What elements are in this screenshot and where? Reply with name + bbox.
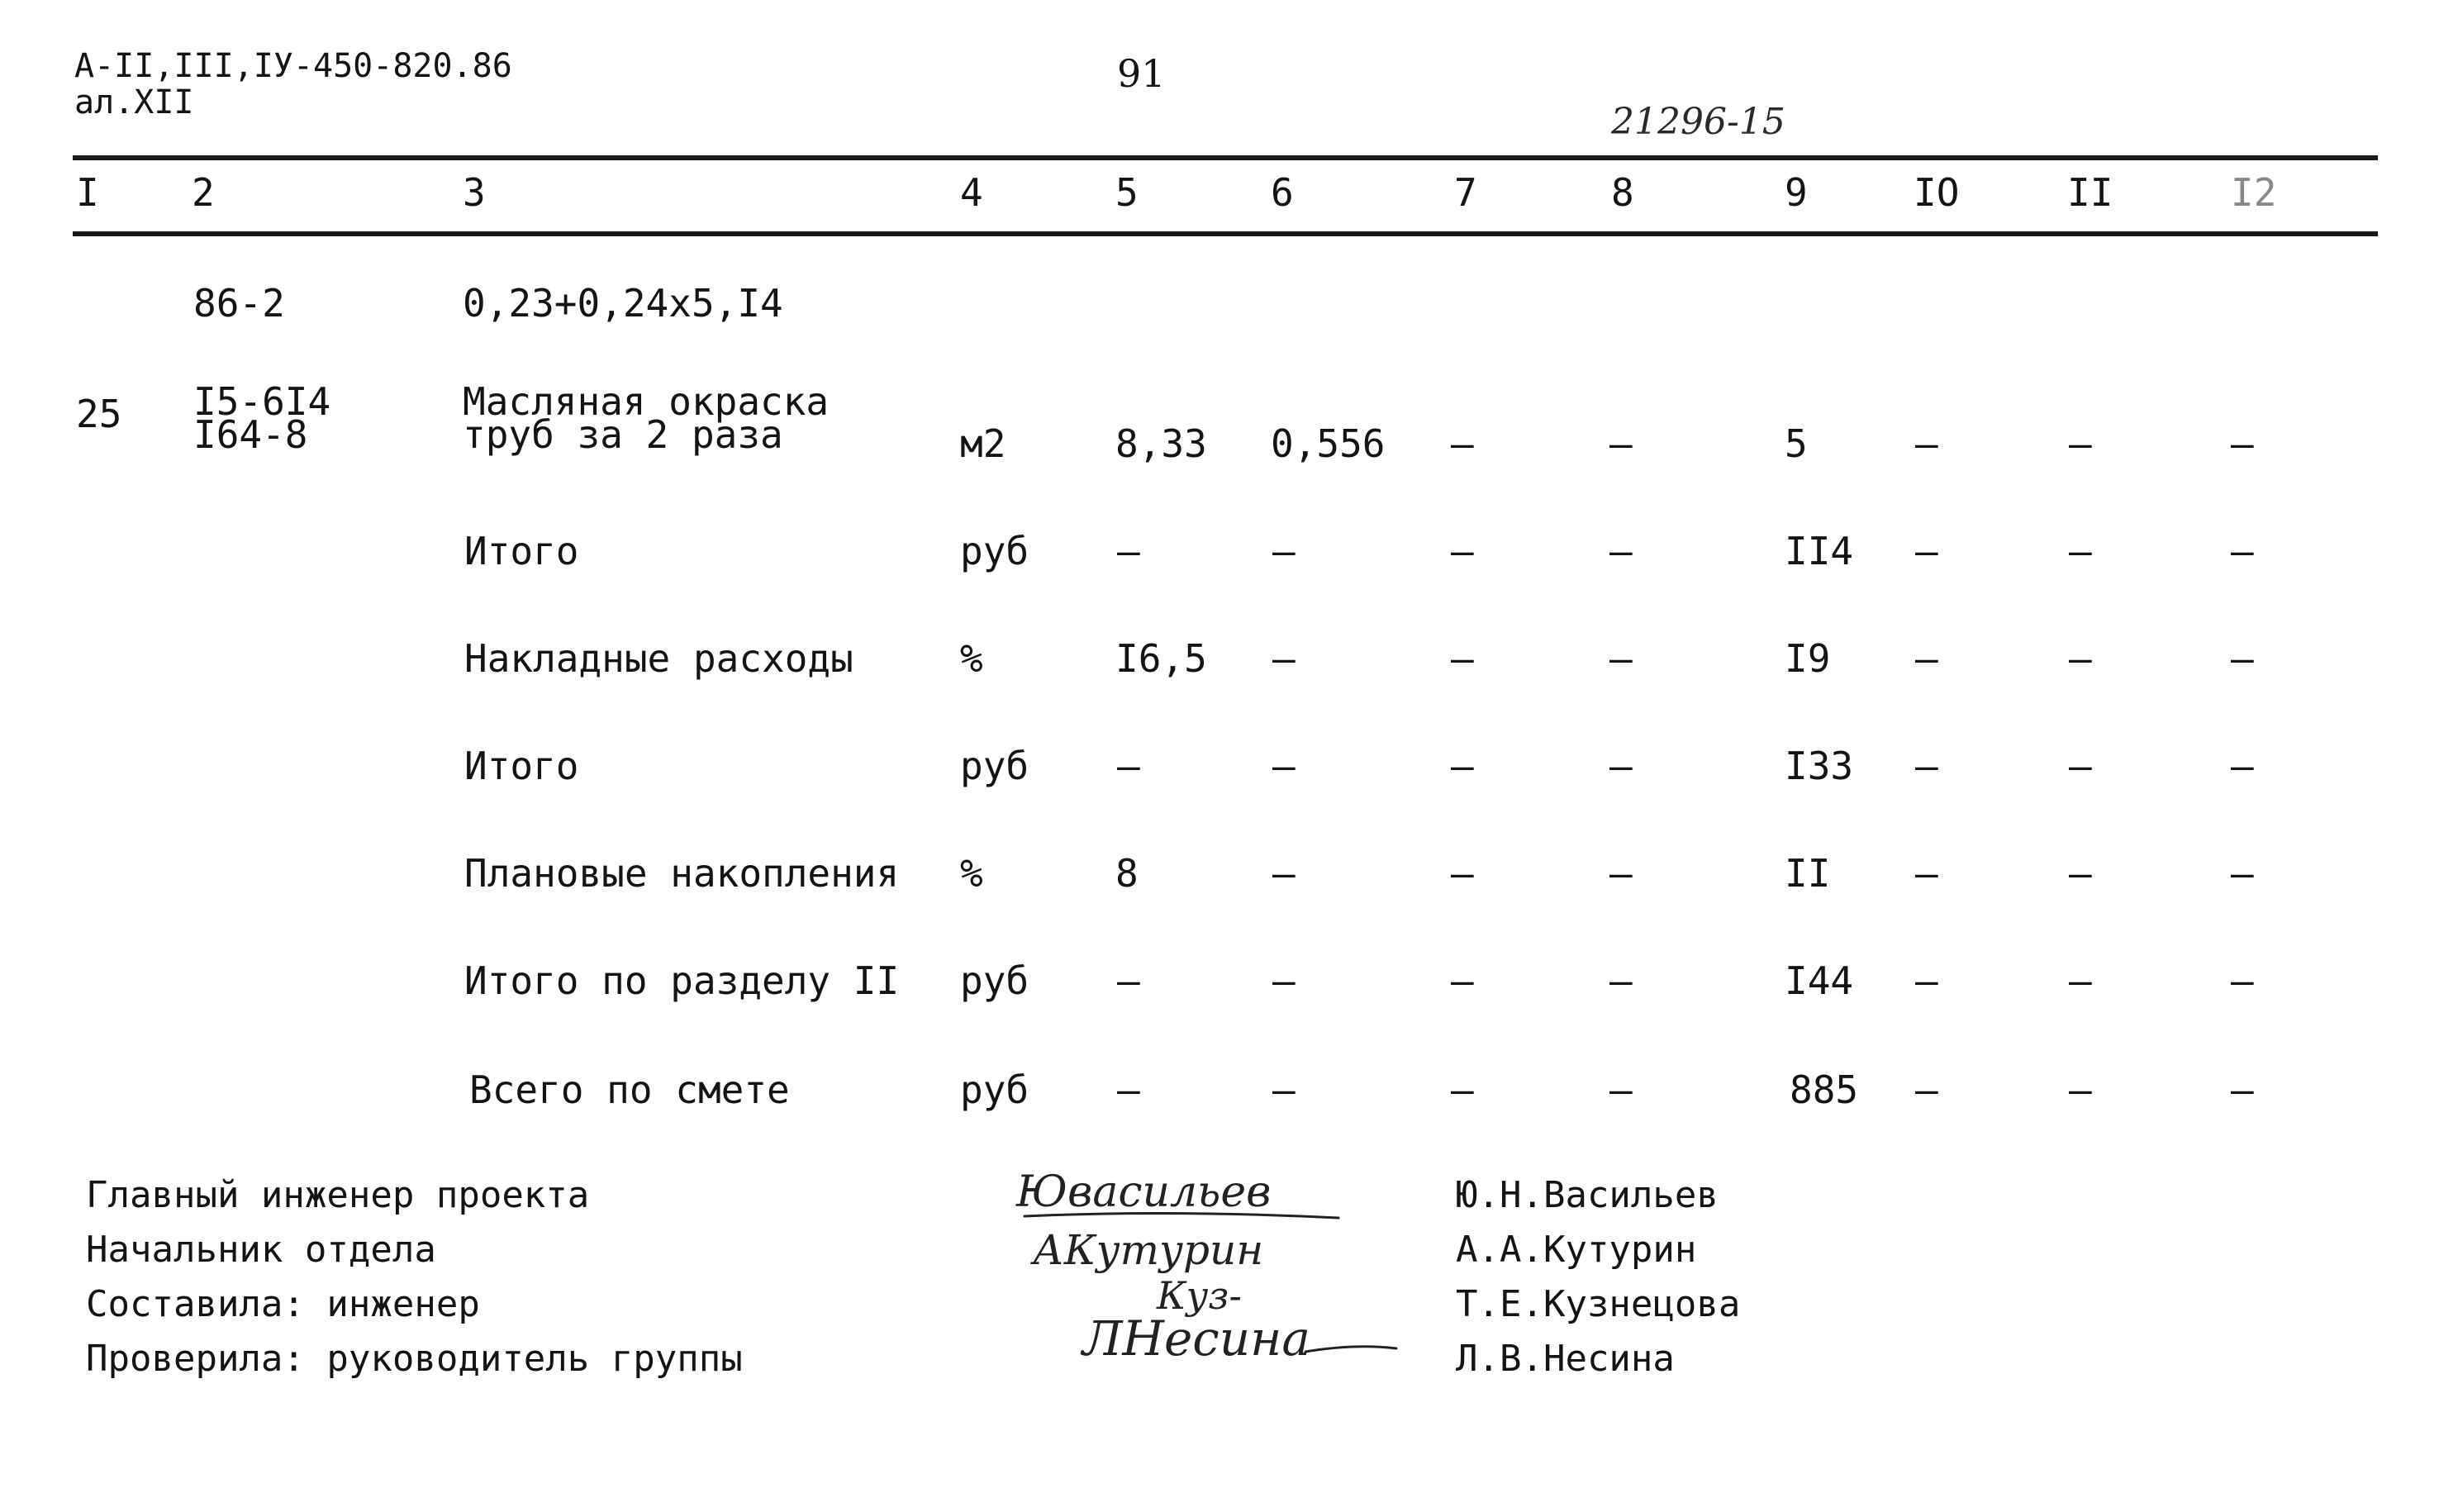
cell-value: – xyxy=(1609,636,1633,681)
cell-value: – xyxy=(2231,1067,2254,1112)
page-number: 91 xyxy=(1117,51,1166,96)
cell-value: – xyxy=(1451,636,1474,681)
cell-value: – xyxy=(1915,958,1938,1003)
cell-value: – xyxy=(2069,851,2092,896)
cell-value: – xyxy=(1272,958,1296,1003)
cell-value: 0,556 xyxy=(1271,421,1386,466)
handwritten-signature: ЛНесина xyxy=(1082,1310,1310,1367)
cell-value: I9 xyxy=(1785,636,1831,681)
cell-value: 8,33 xyxy=(1115,421,1207,466)
cell-value: II4 xyxy=(1785,529,1854,573)
document-code-line1: А-II,III,IУ-450-820.86 xyxy=(74,47,512,85)
cell-description xyxy=(463,379,830,457)
cell-unit: % xyxy=(960,851,983,896)
column-header: 8 xyxy=(1611,170,1634,215)
cell-description-line: Масляная окраска xyxy=(463,379,830,424)
cell-value: – xyxy=(1272,744,1296,788)
signature-roles xyxy=(86,1168,743,1386)
cell-code xyxy=(193,379,331,457)
cell-value: – xyxy=(1117,744,1140,788)
column-header: 4 xyxy=(960,170,983,215)
cell-unit: руб xyxy=(960,529,1029,573)
cell-value: – xyxy=(1117,1067,1140,1112)
handwritten-signature: АКутурин xyxy=(1033,1226,1264,1274)
cell-value: – xyxy=(2069,636,2092,681)
cell-value: – xyxy=(2231,636,2254,681)
cell-value: – xyxy=(1915,636,1938,681)
cell-value: – xyxy=(1451,1067,1474,1112)
cell-value: – xyxy=(1609,421,1633,466)
cell-description: Итого по разделу II xyxy=(464,958,900,1003)
cell-value: 885 xyxy=(1790,1067,1859,1112)
column-header: 6 xyxy=(1271,170,1294,215)
cell-code: 86-2 xyxy=(193,281,285,326)
cell-description: Накладные расходы xyxy=(464,636,853,681)
column-header: II xyxy=(2067,170,2113,215)
cell-value: – xyxy=(2069,529,2092,573)
signature-role: Проверила: руководитель группы xyxy=(86,1338,743,1380)
column-header: I2 xyxy=(2231,170,2277,215)
cell-value: – xyxy=(1609,1067,1633,1112)
cell-value: – xyxy=(1915,851,1938,896)
cell-value: I33 xyxy=(1785,744,1854,788)
signatory-name: Т.Е.Кузнецова xyxy=(1456,1283,1741,1325)
column-header: 7 xyxy=(1454,170,1477,215)
cell-description: Итого xyxy=(464,529,579,573)
cell-value: – xyxy=(2231,421,2254,466)
cell-value: – xyxy=(2069,744,2092,788)
document-code-line2: ал.XII xyxy=(74,83,194,121)
cell-value: I44 xyxy=(1785,958,1854,1003)
handwritten-signature: Ювасильев xyxy=(1016,1167,1272,1217)
cell-description: Итого xyxy=(464,744,579,788)
cell-value: 5 xyxy=(1785,421,1808,466)
signature-names xyxy=(1456,1168,1740,1386)
cell-value: 8 xyxy=(1115,851,1139,896)
document-code xyxy=(74,48,512,121)
cell-value: I6,5 xyxy=(1115,636,1207,681)
cell-value: – xyxy=(1915,421,1938,466)
table-top-rule xyxy=(73,155,2378,160)
cell-value: – xyxy=(1451,421,1474,466)
cell-value: – xyxy=(1272,636,1296,681)
cell-description: Плановые накопления xyxy=(464,851,900,896)
cell-value: – xyxy=(2069,1067,2092,1112)
column-header: 5 xyxy=(1115,170,1139,215)
cell-value: – xyxy=(2231,851,2254,896)
cell-number: 25 xyxy=(76,392,122,436)
signature-flourish xyxy=(1305,1347,1396,1352)
cell-unit: руб xyxy=(960,744,1029,788)
cell-unit: % xyxy=(960,636,983,681)
cell-unit: м2 xyxy=(960,421,1006,466)
document-number: 21296-15 xyxy=(1611,101,1785,143)
signature-role: Начальник отдела xyxy=(86,1229,436,1271)
cell-value: – xyxy=(1609,529,1633,573)
column-header: IO xyxy=(1914,170,1960,215)
signatory-name: Ю.Н.Васильев xyxy=(1456,1174,1719,1216)
handwritten-signatures xyxy=(1008,1157,1438,1388)
cell-value: – xyxy=(2231,744,2254,788)
cell-value: – xyxy=(2069,958,2092,1003)
signatory-name: А.А.Кутурин xyxy=(1456,1229,1697,1271)
cell-value: – xyxy=(2069,421,2092,466)
column-header: I xyxy=(76,170,99,215)
cell-value: – xyxy=(1272,851,1296,896)
cell-value: – xyxy=(1915,529,1938,573)
cell-value: – xyxy=(1451,851,1474,896)
column-header: 2 xyxy=(192,170,215,215)
cell-value: – xyxy=(2231,958,2254,1003)
column-header: 9 xyxy=(1785,170,1808,215)
signature-role: Составила: инженер xyxy=(86,1283,480,1325)
cell-value: – xyxy=(2231,529,2254,573)
signatory-name: Л.В.Несина xyxy=(1456,1338,1675,1380)
cell-value: – xyxy=(1915,1067,1938,1112)
cell-value: – xyxy=(1609,744,1633,788)
cell-description-line: труб за 2 раза xyxy=(463,412,783,457)
cell-value: – xyxy=(1451,529,1474,573)
cell-code-line: I5-6I4 xyxy=(193,379,331,424)
cell-value: – xyxy=(1609,958,1633,1003)
column-header: 3 xyxy=(463,170,486,215)
cell-code-line: I64-8 xyxy=(193,412,308,457)
handwritten-signature: Куз- xyxy=(1157,1273,1242,1318)
cell-unit: руб xyxy=(960,1067,1029,1112)
table-header-rule xyxy=(73,231,2378,236)
cell-value: II xyxy=(1785,851,1831,896)
cell-value: – xyxy=(1609,851,1633,896)
cell-value: – xyxy=(1451,744,1474,788)
cell-value: – xyxy=(1451,958,1474,1003)
cell-unit: руб xyxy=(960,958,1029,1003)
cell-value: – xyxy=(1272,1067,1296,1112)
signature-role: Главный инженер проекта xyxy=(86,1174,590,1216)
cell-value: – xyxy=(1915,744,1938,788)
cell-description: Всего по смете xyxy=(469,1067,790,1112)
cell-description: 0,23+0,24x5,I4 xyxy=(463,281,783,326)
cell-value: – xyxy=(1272,529,1296,573)
cell-value: – xyxy=(1117,529,1140,573)
cell-value: – xyxy=(1117,958,1140,1003)
